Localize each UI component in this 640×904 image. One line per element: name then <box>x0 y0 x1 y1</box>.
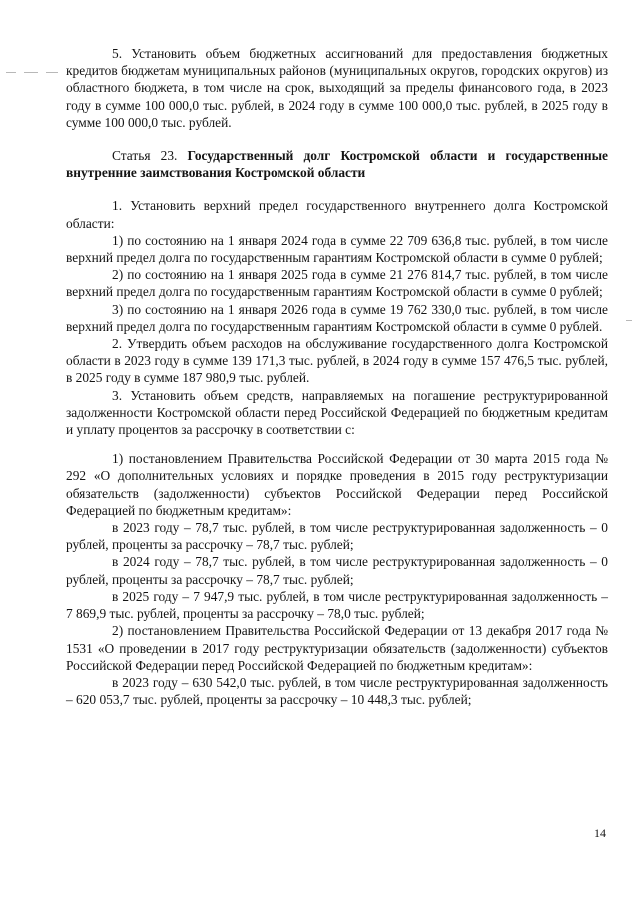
clause-3-item-2-year-2023: в 2023 году – 630 542,0 тыс. рублей, в том числе реструктурированная задолженность – 620 053,7 тыс. рублей, проценты за рассрочку – 10 448,3 тыс. рублей; <box>66 674 608 708</box>
clause-1-item-3: 3) по состоянию на 1 января 2026 года в сумме 19 762 330,0 тыс. рублей, в том числе верхний предел долга по государственным гарантиям Костромской области в сумме 0 рублей. <box>66 301 608 334</box>
clause-1-item-2: 2) по состоянию на 1 января 2025 года в сумме 21 276 814,7 тыс. рублей, в том числе верхний предел долга по государственным гарантиям Костромской области в сумме 0 рублей; <box>66 267 608 300</box>
paragraph-5: 5. Установить объем бюджетных ассигнований для предоставления бюджетных кредитов бюджетам муниципальных районов (муниципальных округов, городских округов) из областного бюджета, в том числе на срок, выходящий за пределы финансового года, в 2023 году в сумме 100 000,0 тыс. рублей, в 2024 году в сумме 100 000,0 тыс. рублей, в 2025 году в сумме 100 000,0 тыс. рублей. <box>66 46 608 130</box>
scan-mark <box>24 72 38 73</box>
scan-mark <box>46 72 58 73</box>
clause-3-item-1-year-2025: в 2025 году – 7 947,9 тыс. рублей, в том числе реструктурированная задолженность – 7 869,9 тыс. рублей, проценты за рассрочку – 78,0 тыс. рублей; <box>66 588 608 622</box>
scan-mark <box>6 72 16 73</box>
clause-3-item-1-year-2024: в 2024 году – 78,7 тыс. рублей, в том числе реструктурированная задолженность – 0 рублей, проценты за рассрочку – 78,7 тыс. рублей; <box>66 554 608 587</box>
scan-mark <box>626 320 632 321</box>
clause-3-item-2: 2) постановлением Правительства Российской Федерации от 13 декабря 2017 года № 1531 «О проведении в 2017 году реструктуризации обязательств (задолженности) субъектов Российской Федерации перед Российской Федерацией по бюджетным кредитам»: <box>66 623 608 673</box>
clause-3: 3. Установить объем средств, направляемых на погашение реструктурированной задолженности Костромской области перед Российской Федерацией по бюджетным кредитам и уплату процентов за рассрочку в соответствии с: <box>66 387 608 438</box>
article-title: Государственный долг Костромской области и государственные внутренние заимствования Костромской области <box>66 148 608 181</box>
page-number: 14 <box>594 826 606 840</box>
clause-3-item-1-year-2023: в 2023 году – 78,7 тыс. рублей, в том числе реструктурированная задолженность – 0 рублей, проценты за рассрочку – 78,7 тыс. рублей; <box>66 520 608 553</box>
article-prefix: Статья 23. <box>112 148 188 164</box>
document-body <box>66 45 608 708</box>
clause-2: 2. Утвердить объем расходов на обслуживание государственного долга Костромской области в 2023 году в сумме 139 171,3 тыс. рублей, в 2024 году в сумме 157 476,5 тыс. рублей, в 2025 году в сумме 187 980,9 тыс. рублей. <box>66 336 608 386</box>
clause-1-item-1: 1) по состоянию на 1 января 2024 года в сумме 22 709 636,8 тыс. рублей, в том числе верхний предел долга по государственным гарантиям Костромской области в сумме 0 рублей; <box>66 232 608 266</box>
article-heading <box>66 147 608 181</box>
clause-3-item-1: 1) постановлением Правительства Российской Федерации от 30 марта 2015 года № 292 «О дополнительных условиях и порядке проведения в 2015 году реструктуризации обязательств (задолженности) субъектов Российской Федерации перед Российской Федерацией по бюджетным кредитам»: <box>66 451 608 518</box>
clause-1: 1. Установить верхний предел государственного внутреннего долга Костромской области: <box>66 198 608 231</box>
